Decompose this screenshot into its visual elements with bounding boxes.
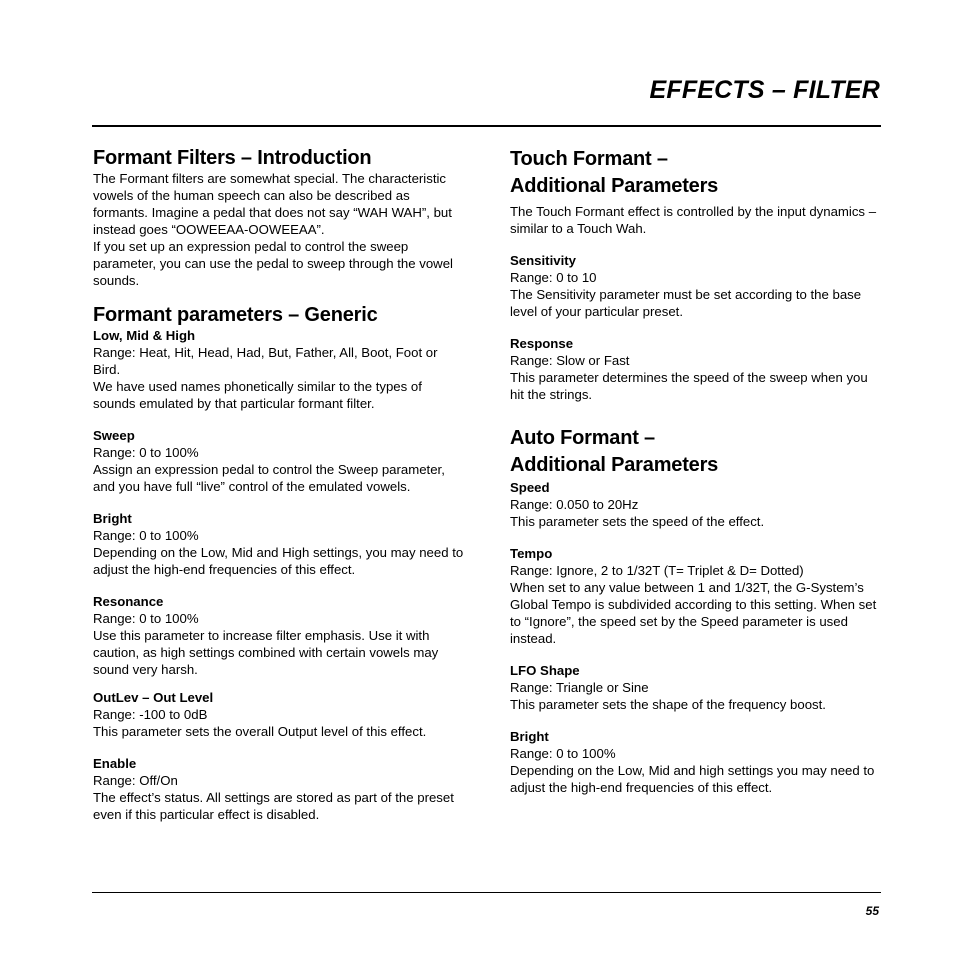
param-name-low-mid-high: Low, Mid & High bbox=[93, 328, 196, 343]
param-desc-bright: Depending on the Low, Mid and High settings, you may need to adjust the high-end frequencies of this effect. bbox=[93, 545, 464, 577]
param-desc-response: This parameter determines the speed of the sweep when you hit the strings. bbox=[510, 370, 868, 402]
param-range-response: Range: Slow or Fast bbox=[510, 353, 630, 368]
section-title-auto-formant-line2: Additional Parameters bbox=[510, 454, 719, 476]
param-name-tempo: Tempo bbox=[510, 546, 553, 561]
param-range-tempo: Range: Ignore, 2 to 1/32T (T= Triplet & D= Dotted) bbox=[510, 563, 804, 578]
param-desc-auto-bright: Depending on the Low, Mid and high settings you may need to adjust the high-end frequencies of this effect. bbox=[510, 763, 875, 795]
param-desc-sensitivity: The Sensitivity parameter must be set according to the base level of your particular preset. bbox=[510, 287, 862, 319]
param-desc-low-mid-high: We have used names phonetically similar to the types of sounds emulated by that particular formant filter. bbox=[93, 379, 422, 411]
page-header-title: EFFECTS – FILTER bbox=[649, 76, 880, 104]
param-range-sensitivity: Range: 0 to 10 bbox=[510, 270, 597, 285]
param-name-outlev: OutLev – Out Level bbox=[93, 690, 214, 705]
param-name-bright: Bright bbox=[93, 511, 132, 526]
param-range-enable: Range: Off/On bbox=[93, 773, 178, 788]
param-name-enable: Enable bbox=[93, 756, 137, 771]
param-range-low-mid-high: Range: Heat, Hit, Head, Had, But, Father, All, Boot, Foot or Bird. bbox=[93, 345, 438, 377]
param-range-lfo-shape: Range: Triangle or Sine bbox=[510, 680, 649, 695]
param-name-sweep: Sweep bbox=[93, 428, 135, 443]
intro-paragraph-1: The Formant filters are somewhat special. The characteristic vowels of the human speech can also be described as formants. Imagine a pedal that does not say “WAH WAH”, but instead goes “OOWEEAA-OOWEEAA”. bbox=[93, 171, 452, 237]
param-desc-sweep: Assign an expression pedal to control the Sweep parameter, and you have full “live” control of the emulated vowels. bbox=[93, 462, 445, 494]
intro-paragraph-2: If you set up an expression pedal to control the sweep parameter, you can use the pedal to sweep through the vowel sounds. bbox=[93, 239, 453, 288]
param-name-lfo-shape: LFO Shape bbox=[510, 663, 580, 678]
param-desc-enable: The effect’s status. All settings are stored as part of the preset even if this particular effect is disabled. bbox=[93, 790, 454, 822]
left-column bbox=[93, 146, 468, 823]
param-desc-resonance: Use this parameter to increase filter emphasis. Use it with caution, as high settings combined with certain vowels may sound very harsh. bbox=[93, 628, 439, 677]
param-desc-speed: This parameter sets the speed of the effect. bbox=[510, 514, 765, 529]
right-column bbox=[510, 146, 885, 796]
param-range-auto-bright: Range: 0 to 100% bbox=[510, 746, 616, 761]
param-range-sweep: Range: 0 to 100% bbox=[93, 445, 199, 460]
section-title-touch-formant-line1: Touch Formant – bbox=[510, 148, 668, 170]
footer-divider bbox=[92, 892, 881, 893]
param-name-sensitivity: Sensitivity bbox=[510, 253, 576, 268]
param-range-outlev: Range: -100 to 0dB bbox=[93, 707, 208, 722]
section-title-touch-formant-line2: Additional Parameters bbox=[510, 175, 719, 197]
param-desc-outlev: This parameter sets the overall Output level of this effect. bbox=[93, 724, 427, 739]
touch-formant-intro: The Touch Formant effect is controlled by the input dynamics – similar to a Touch Wah. bbox=[510, 204, 877, 236]
param-desc-tempo: When set to any value between 1 and 1/32T, the G-System’s Global Tempo is subdivided according to this setting. When set to “Ignore”, the speed set by the Speed parameter is used instead. bbox=[510, 580, 877, 646]
param-name-speed: Speed bbox=[510, 480, 550, 495]
section-title-auto-formant-line1: Auto Formant – bbox=[510, 427, 655, 449]
page-number: 55 bbox=[865, 904, 879, 918]
param-name-auto-bright: Bright bbox=[510, 729, 549, 744]
section-title-formant-generic: Formant parameters – Generic bbox=[93, 304, 378, 326]
param-name-resonance: Resonance bbox=[93, 594, 164, 609]
section-title-formant-intro: Formant Filters – Introduction bbox=[93, 147, 372, 169]
param-desc-lfo-shape: This parameter sets the shape of the frequency boost. bbox=[510, 697, 826, 712]
param-name-response: Response bbox=[510, 336, 574, 351]
param-range-bright: Range: 0 to 100% bbox=[93, 528, 199, 543]
header-divider bbox=[92, 125, 881, 127]
param-range-speed: Range: 0.050 to 20Hz bbox=[510, 497, 639, 512]
param-range-resonance: Range: 0 to 100% bbox=[93, 611, 199, 626]
